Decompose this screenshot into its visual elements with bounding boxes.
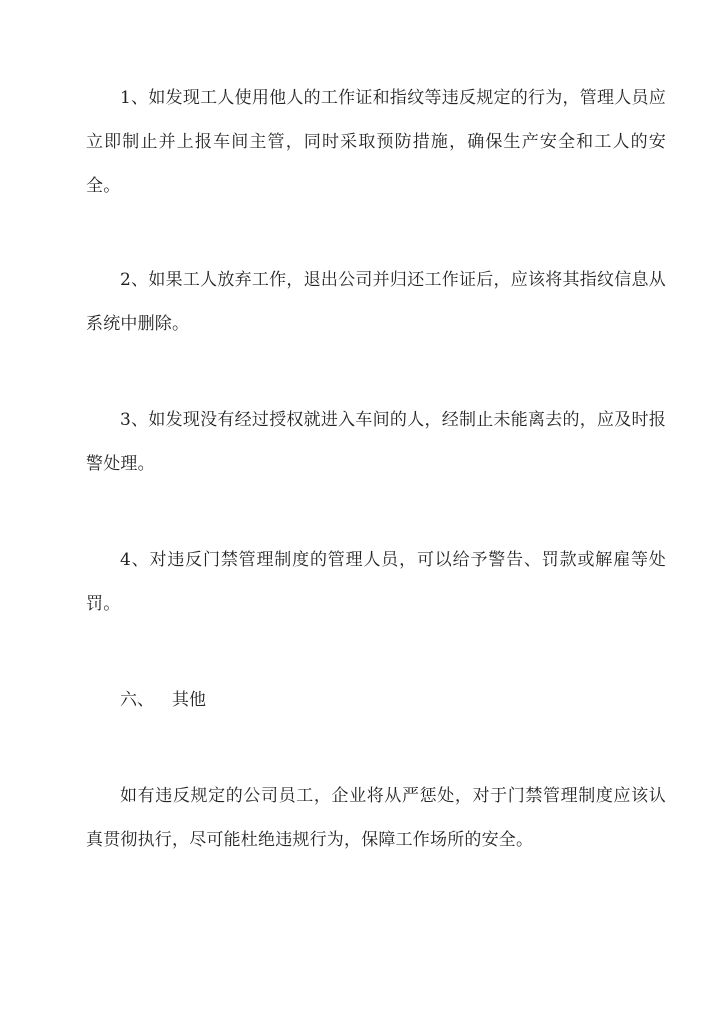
paragraph-3: 3、如发现没有经过授权就进入车间的人，经制止未能离去的，应及时报警处理。	[86, 410, 666, 474]
closing-paragraph: 如有违反规定的公司员工，企业将从严惩处，对于门禁管理制度应该认真贯彻执行，尽可能杜绝违规行为，保障工作场所的安全。	[86, 786, 666, 850]
section-heading	[120, 678, 206, 722]
paragraph-1: 1、如发现工人使用他人的工作证和指纹等违反规定的行为，管理人员应立即制止并上报车间主管，同时采取预防措施，确保生产安全和工人的安全。	[86, 88, 666, 196]
section-number: 六、	[120, 690, 154, 710]
section-title: 其他	[172, 690, 206, 710]
paragraph-4: 4、对违反门禁管理制度的管理人员，可以给予警告、罚款或解雇等处罚。	[86, 550, 666, 614]
paragraph-2: 2、如果工人放弃工作，退出公司并归还工作证后，应该将其指纹信息从系统中删除。	[86, 270, 666, 334]
